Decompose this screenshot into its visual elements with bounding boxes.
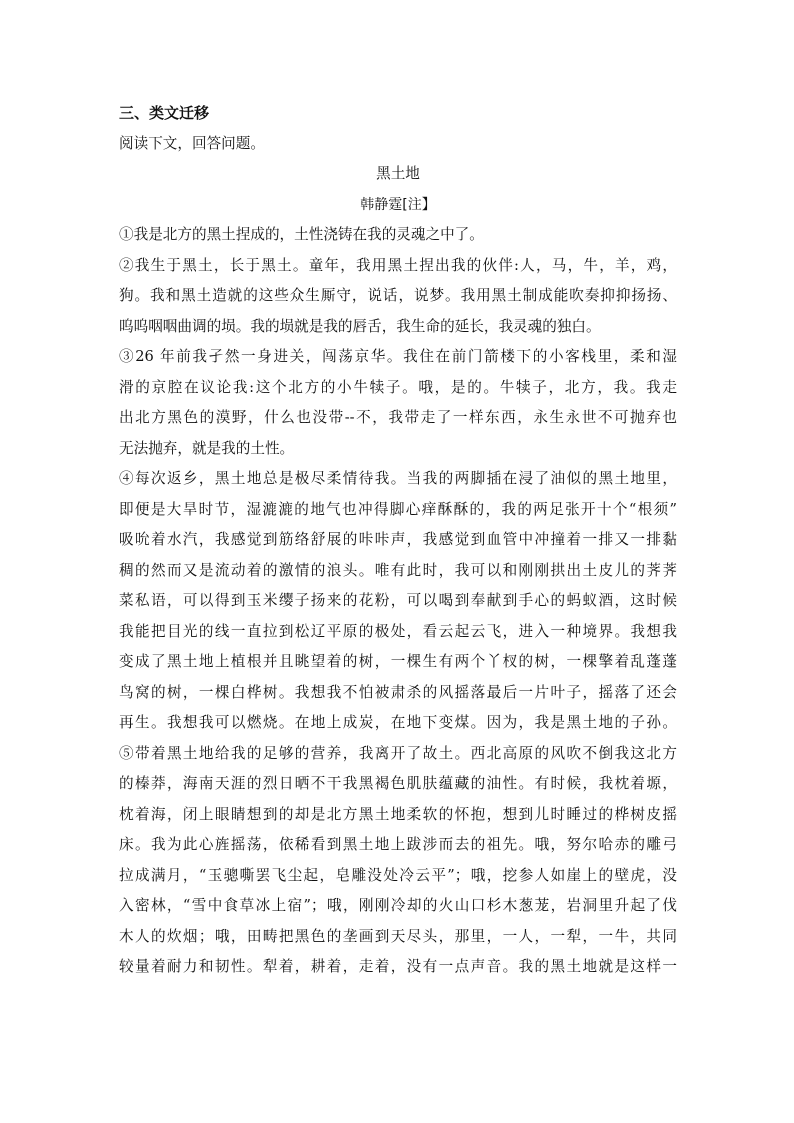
article-author: 韩静霆[注】: [360, 196, 436, 213]
paragraph-line: 入密林，“雪中食草冰上宿”；哦，刚刚冷却的火山口杉木葱茏，岩洞里升起了伐: [119, 897, 677, 914]
paragraph-line: ①我是北方的黑土捏成的，土性浇铸在我的灵魂之中了。: [119, 226, 484, 243]
paragraph-line: ③26 年前我孑然一身进关，闯荡京华。我住在前门箭楼下的小客栈里，柔和湿: [119, 348, 677, 365]
paragraph-line: 枕着海，闭上眼睛想到的却是北方黑土地柔软的怀抱，想到儿时睡过的桦树皮摇: [119, 805, 677, 823]
paragraph-line: 稠的然而又是流动着的激情的浪头。唯有此时，我可以和刚刚拱出土皮儿的荠荠: [119, 561, 677, 579]
paragraph-line: 我能把目光的线一直拉到松辽平原的极处，看云起云飞，进入一种境界。我想我: [119, 622, 677, 640]
paragraph-line: ②我生于黑土，长于黑土。童年，我用黑土捏出我的伙伴:人，马，牛，羊，鸡，: [119, 256, 677, 274]
section-title: 三、类文迁移: [119, 104, 210, 122]
paragraph-line: 木人的炊烟；哦，田畴把黑色的垄画到天尽头，那里，一人，一犁，一牛，共同: [119, 927, 677, 945]
paragraph-line: ⑤带着黑土地给我的足够的营养，我离开了故土。西北高原的风吹不倒我这北方: [119, 744, 677, 762]
paragraph-line: 的榛莽，海南天涯的烈日晒不干我黑褐色肌肤蕴藏的油性。有时候，我枕着塬，: [119, 775, 677, 792]
paragraph-line: 再生。我想我可以燃烧。在地上成炭，在地下变煤。因为，我是黑土地的子孙。: [119, 714, 677, 731]
document-body: [119, 98, 677, 983]
paragraph-line: 变成了黑土地上植根并且眺望着的树，一棵生有两个丫杈的树，一棵擎着乱蓬蓬: [119, 653, 677, 670]
paragraph-line: 呜呜咽咽曲调的埙。我的埙就是我的唇舌，我生命的延长，我灵魂的独白。: [119, 317, 601, 335]
paragraph-line: 较量着耐力和韧性。犁着，耕着，走着，没有一点声音。我的黑土地就是这样一: [119, 958, 677, 975]
paragraph-line: 狗。我和黑土造就的这些众生厮守，说话，说梦。我用黑土制成能吹奏抑抑扬扬、: [119, 287, 677, 304]
paragraph-line: 吸吮着水汽，我感觉到筋络舒展的咔咔声，我感觉到血管中冲撞着一排又一排黏: [119, 531, 677, 548]
paragraph-line: 出北方黑色的漠野，什么也没带--不，我带走了一样东西，永生永世不可抛弃也: [119, 409, 677, 426]
paragraph-line: 无法抛弃，就是我的土性。: [119, 439, 295, 457]
paragraph-line: 床。我为此心旌摇荡，依稀看到黑土地上跋涉而去的祖先。哦，努尔哈赤的雕弓: [119, 836, 677, 853]
paragraph-line: ④每次返乡，黑土地总是极尽柔情待我。当我的两脚插在浸了油似的黑土地里，: [119, 470, 677, 487]
instruction-text: 阅读下文，回答问题。: [119, 134, 265, 152]
paragraph-line: 菜私语，可以得到玉米缨子扬来的花粉，可以喝到奉献到手心的蚂蚁酒，这时候: [119, 592, 677, 609]
paragraph-line: 鸟窝的树，一棵白桦树。我想我不怕被肃杀的风摇落最后一片叶子，摇落了还会: [119, 683, 677, 701]
paragraph-line: 拉成满月，“玉骢嘶罢飞尘起，皂雕没处冷云平”；哦，挖参人如崖上的壁虎，没: [119, 866, 677, 884]
paragraph-line: 滑的京腔在议论我:这个北方的小牛犊子。哦，是的。牛犊子，北方，我。我走: [119, 378, 677, 396]
article-title: 黑土地: [376, 165, 420, 182]
paragraph-line: 即便是大旱时节，湿漉漉的地气也冲得脚心痒酥酥的，我的两足张开十个“根须”: [119, 500, 677, 518]
